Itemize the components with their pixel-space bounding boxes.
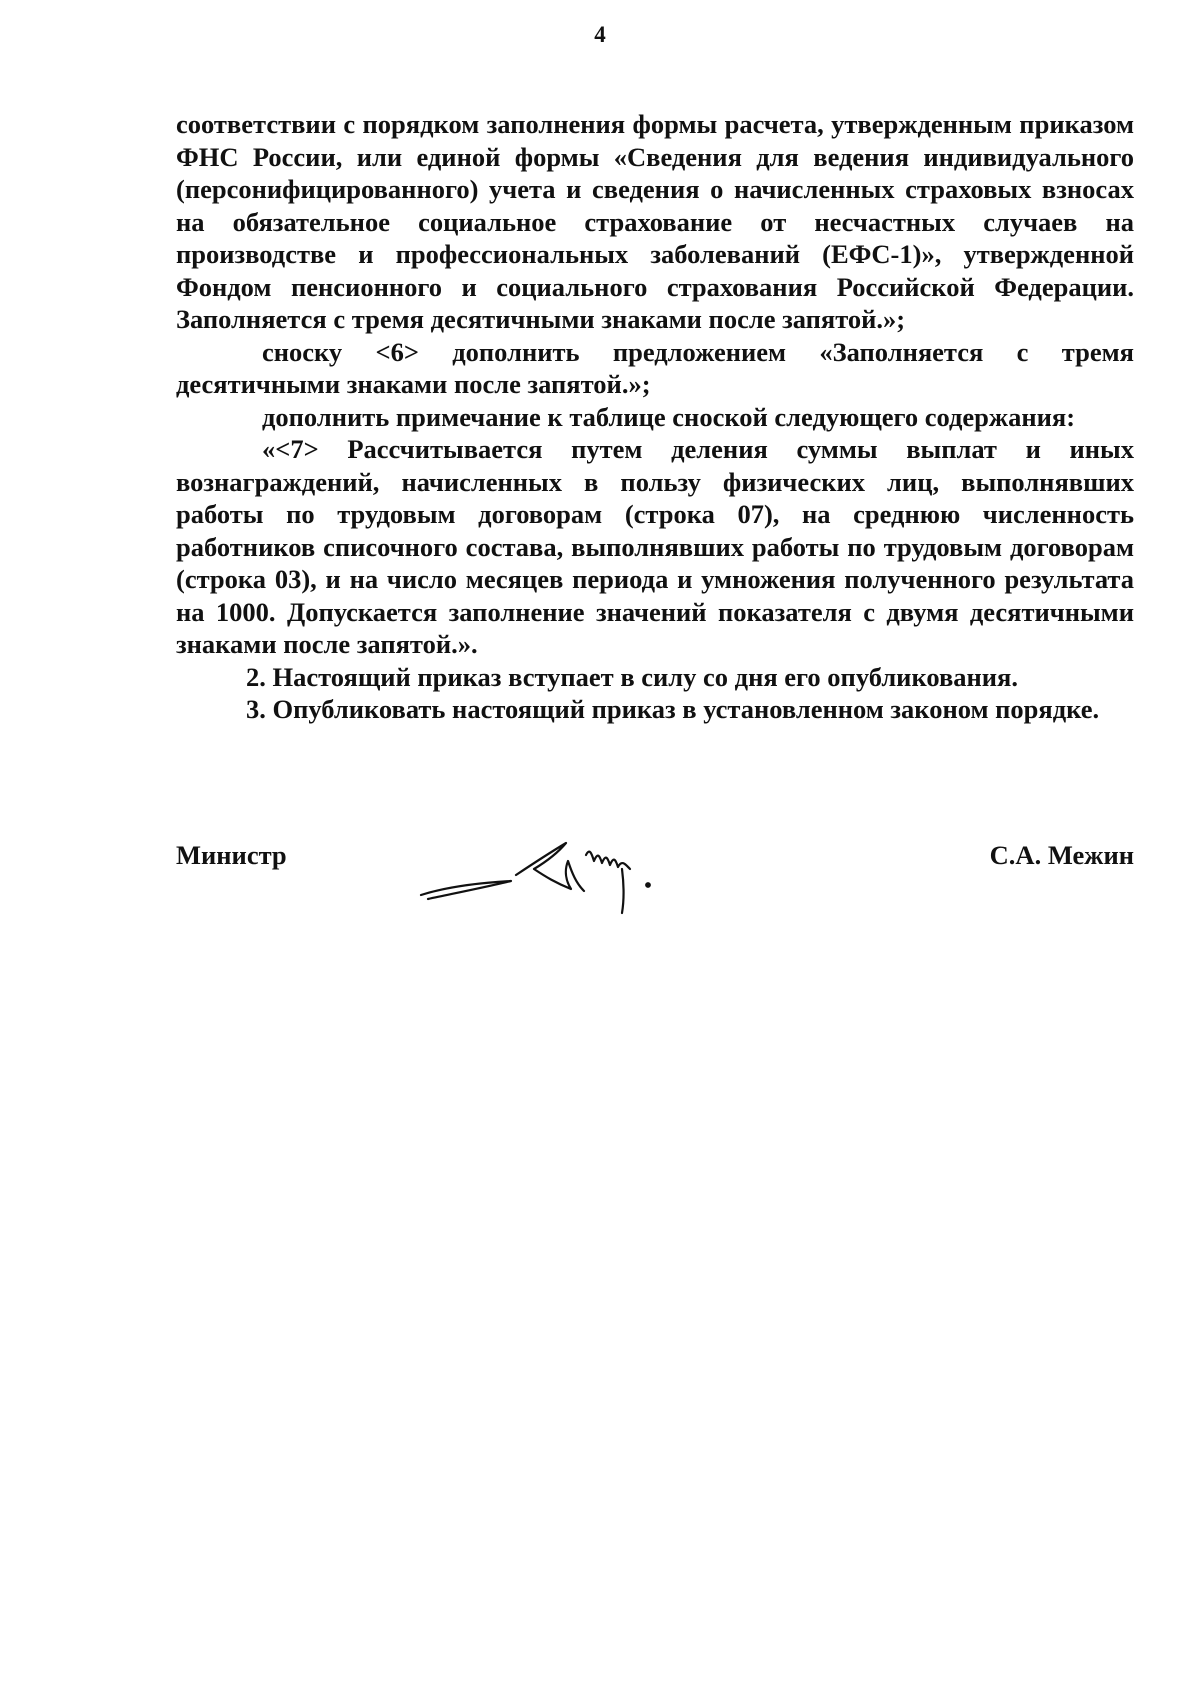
signatory-title: Министр <box>176 840 287 870</box>
paragraph-item-2: 2. Настоящий приказ вступает в силу со дня его опубликования. <box>246 661 1019 692</box>
page-number: 4 <box>594 22 606 47</box>
document-body <box>176 108 1134 726</box>
paragraph-footnote-6: сноску <6> дополнить предложением «Заполняется с тремя десятичными знаками после запятой.»; <box>176 336 1134 399</box>
signatory-name: С.А. Межин <box>989 840 1134 870</box>
paragraph-add-note: дополнить примечание к таблице сноской следующего содержания: <box>262 401 1076 432</box>
signature-block <box>176 840 1134 940</box>
paragraph-item-3: 3. Опубликовать настоящий приказ в установленном законом порядке. <box>246 694 1100 724</box>
handwritten-signature-icon <box>416 825 736 925</box>
paragraph-continuation: соответствии с порядком заполнения формы расчета, утвержденным приказом ФНС России, или единой формы «Сведения для ведения индивидуального (персонифицированного) учета и сведения о начисленных страховых взносах на обязательное социальное страхование от несчастных случаев на производстве и профессиональных заболеваний (ЕФС-1)», утвержденной Фондом пенсионного и социального страхования Российской Федерации. Заполняется с тремя десятичными знаками после запятой.»; <box>176 109 1134 334</box>
paragraph-footnote-7: «<7> Рассчитывается путем деления суммы выплат и иных вознаграждений, начисленных в пользу физических лиц, выполнявших работы по трудовым договорам (строка 07), на среднюю численность работников списочного состава, выполнявших работы по трудовым договорам (строка 03), и на число месяцев периода и умножения полученного результата на 1000. Допускается заполнение значений показателя с двумя десятичными знаками после запятой.». <box>176 434 1134 659</box>
